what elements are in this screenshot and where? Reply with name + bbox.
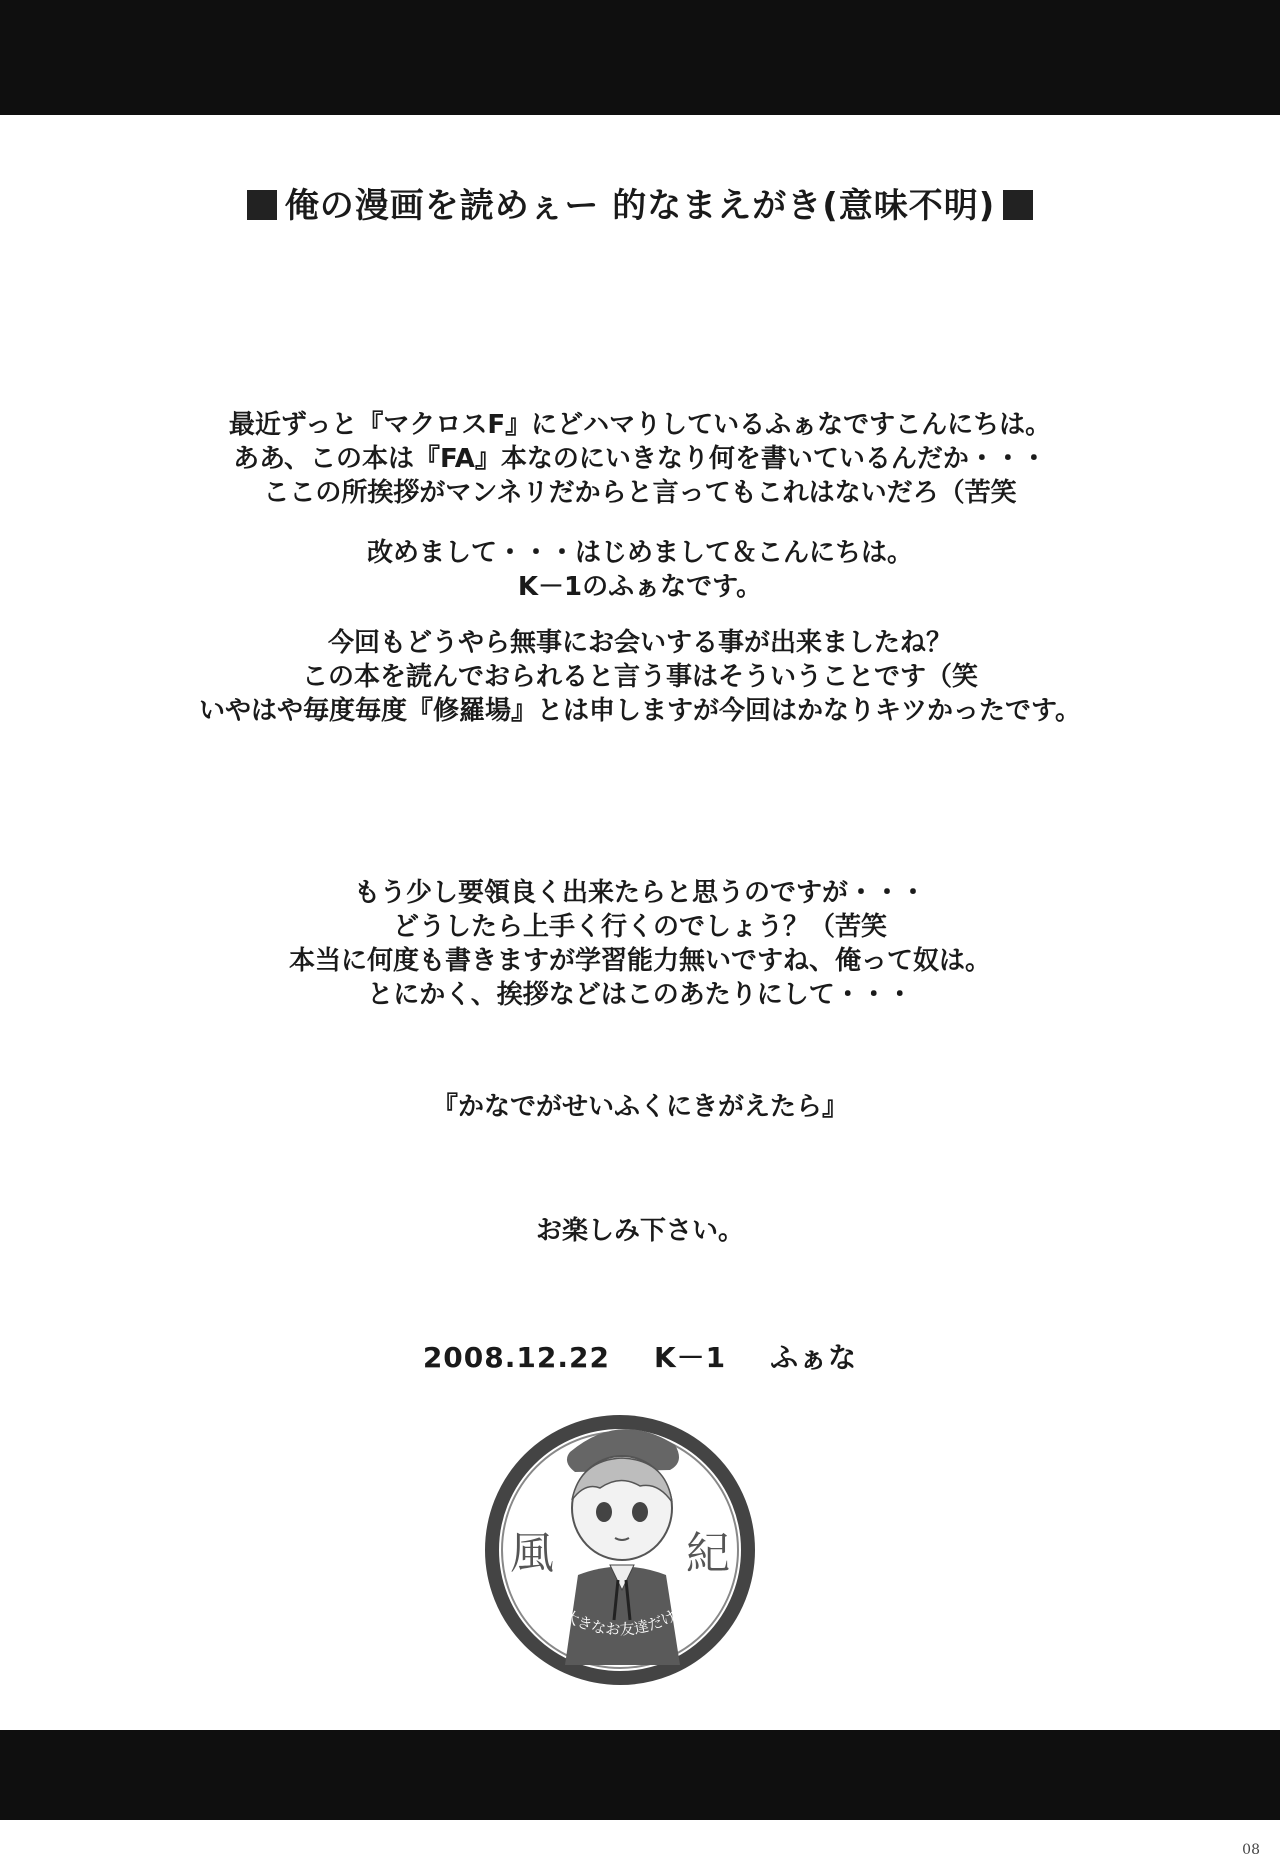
text-line: どうしたら上手く行くのでしょう？（苦笑: [392, 912, 887, 942]
page-number: 08: [1242, 1842, 1260, 1858]
stamp-right-kanji: 紀: [686, 1528, 730, 1579]
text-line: この本を読んでおられると言う事はそういうことです（笑: [301, 662, 978, 692]
paragraph-meeting: [0, 626, 1280, 728]
closing-line: [0, 1214, 1280, 1248]
page-title: [0, 178, 1280, 227]
signature-circle: K－1: [653, 1341, 727, 1374]
text-line: いやはや毎度毎度『修羅場』とは申しますが今回はかなりキツかったです。: [199, 696, 1081, 726]
signature-date: 2008.12.22: [422, 1341, 610, 1374]
text-line: ここの所挨拶がマンネリだからと言ってもこれはないだろ（苦笑: [263, 478, 1017, 508]
book-title: [0, 1090, 1280, 1124]
stamp-arc-text: 大きなお友達だけ: [560, 1606, 680, 1639]
text-line: 今回もどうやら無事にお会いする事が出来ましたね？: [327, 628, 952, 658]
top-black-bar: [0, 0, 1280, 115]
text-line: 『かなでがせいふくにきがえたら』: [431, 1092, 848, 1122]
text-line: K－1のふぁなです。: [517, 572, 763, 602]
signature: [0, 1336, 1280, 1376]
text-line: お楽しみ下さい。: [535, 1216, 744, 1246]
text-line: 本当に何度も書きますが学習能力無いですね、俺って奴は。: [288, 946, 991, 976]
signature-author: ふぁな: [770, 1341, 858, 1374]
text-line: 改めまして・・・はじめまして＆こんにちは。: [366, 538, 913, 568]
character-stamp: [470, 1390, 770, 1690]
stamp-left-kanji: 風: [510, 1528, 554, 1579]
paragraph-reflection: [0, 876, 1280, 1012]
title-square-right-icon: [1003, 190, 1033, 220]
title-text: 俺の漫画を読めぇー 的なまえがき(意味不明): [284, 186, 996, 226]
text-line: とにかく、挨拶などはこのあたりにして・・・: [367, 980, 913, 1010]
paragraph-greeting: [0, 536, 1280, 604]
title-square-left-icon: [247, 190, 277, 220]
text-line: ああ、この本は『FA』本なのにいきなり何を書いているんだか・・・: [233, 444, 1047, 474]
text-line: もう少し要領良く出来たらと思うのですが・・・: [353, 878, 926, 908]
paragraph-intro: [0, 408, 1280, 510]
text-line: 最近ずっと『マクロスF』にどハマりしているふぁなですこんにちは。: [228, 410, 1052, 440]
bottom-black-bar: [0, 1730, 1280, 1820]
